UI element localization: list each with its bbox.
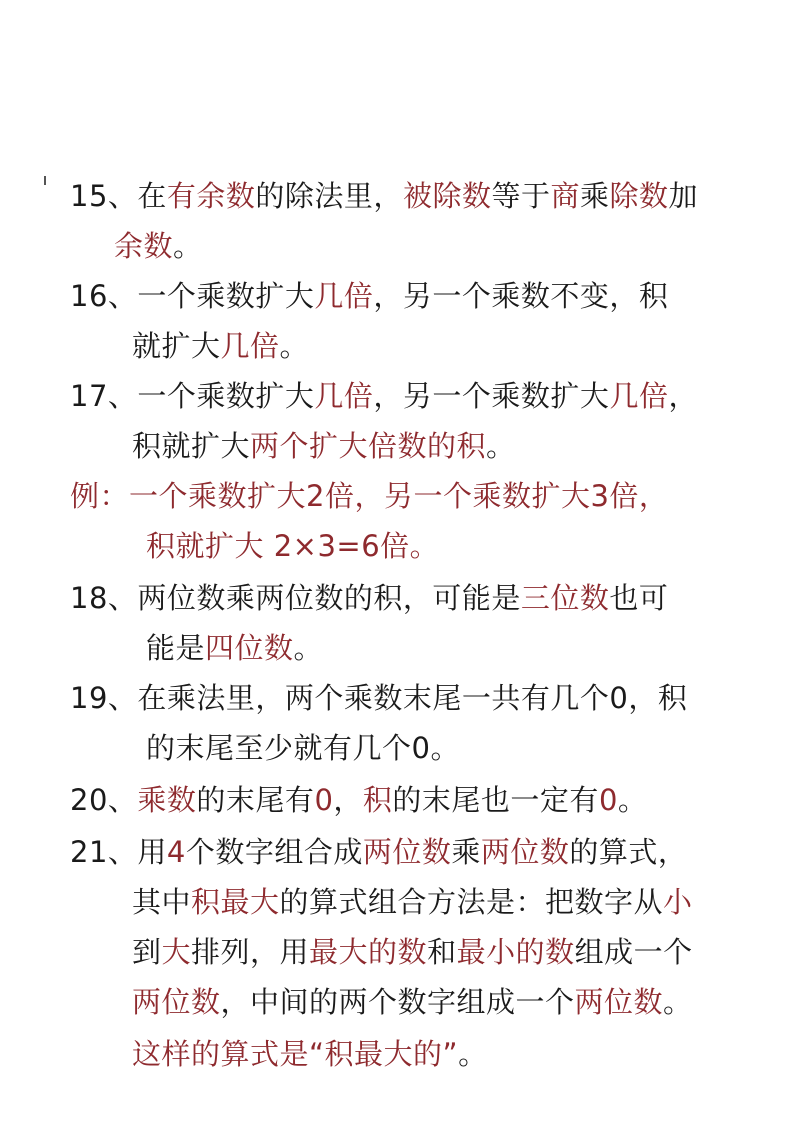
highlighted-text: 积就扩大 2×3=6倍。 xyxy=(146,529,440,563)
body-text: 也可 xyxy=(609,581,669,615)
body-text: 。 xyxy=(663,985,693,1019)
rule-2-line-1 xyxy=(70,278,668,314)
body-text: 17、一个乘数扩大 xyxy=(70,379,315,413)
rule-1-line-1 xyxy=(70,178,698,214)
body-text: 16、一个乘数扩大 xyxy=(70,279,315,313)
rule-5-line-2 xyxy=(146,630,323,666)
body-text: 的末尾有 xyxy=(196,783,315,817)
rule-8-line-5 xyxy=(132,1036,488,1072)
body-text: 的算式， xyxy=(569,835,688,869)
body-text: 积就扩大 xyxy=(132,429,251,463)
body-text: 组成一个 xyxy=(574,935,693,969)
highlighted-text: 两位数 xyxy=(574,985,664,1019)
highlighted-text: 四位数 xyxy=(205,631,294,665)
scan-mark xyxy=(44,176,46,185)
highlighted-text: 0 xyxy=(314,783,334,817)
body-text: 和 xyxy=(427,935,457,969)
rule-5-line-1 xyxy=(70,580,668,616)
rule-1-line-2 xyxy=(114,228,203,264)
rule-4-line-1 xyxy=(70,478,668,514)
highlighted-text: 积 xyxy=(362,783,393,817)
highlighted-text: 积最大 xyxy=(191,885,280,919)
body-text: 的末尾也一定有 xyxy=(392,783,599,817)
highlighted-text: 几倍 xyxy=(314,379,374,413)
rule-3-line-2 xyxy=(132,428,516,464)
highlighted-text: 大 xyxy=(161,935,192,969)
highlighted-text: 被除数 xyxy=(402,179,492,213)
highlighted-text: 两位数 xyxy=(480,835,570,869)
body-text: 。 xyxy=(458,1037,488,1071)
body-text: ，另一个乘数不变，积 xyxy=(373,279,669,313)
highlighted-text: 三位数 xyxy=(520,581,610,615)
body-text: 的除法里， xyxy=(255,179,403,213)
highlighted-text: 两位数 xyxy=(362,835,452,869)
highlighted-text: 商 xyxy=(550,179,580,213)
highlighted-text: 这样的算式是“积最大的” xyxy=(132,1037,459,1071)
highlighted-text: 两位数 xyxy=(132,985,221,1019)
body-text: 18、两位数乘两位数的积，可能是 xyxy=(70,581,521,615)
highlighted-text: 几倍 xyxy=(314,279,374,313)
highlighted-text: 几倍 xyxy=(609,379,669,413)
body-text: 21、用 xyxy=(70,835,167,869)
body-text: 乘 xyxy=(579,179,610,213)
body-text: 等于 xyxy=(491,179,551,213)
body-text: 的算式组合方法是：把数字从 xyxy=(279,885,664,919)
body-text: 就扩大 xyxy=(132,329,221,363)
body-text: 。 xyxy=(486,429,516,463)
body-text: ，另一个乘数扩大 xyxy=(373,379,610,413)
rule-6-line-1 xyxy=(70,680,687,716)
body-text: 。 xyxy=(173,229,203,263)
rule-2-line-2 xyxy=(132,328,309,364)
highlighted-text: 余数 xyxy=(114,229,174,263)
rule-7-line-1 xyxy=(70,782,647,818)
rule-6-line-2 xyxy=(146,730,460,766)
rule-8-line-4 xyxy=(132,984,693,1020)
rule-8-line-2 xyxy=(132,884,693,920)
highlighted-text: 两个扩大倍数的积 xyxy=(250,429,487,463)
body-text: 的末尾至少就有几个0。 xyxy=(146,731,460,765)
rule-8-line-3 xyxy=(132,934,693,970)
body-text: 19、在乘法里，两个乘数末尾一共有几个0，积 xyxy=(70,681,688,715)
body-text: 到 xyxy=(132,935,162,969)
rule-3-line-1 xyxy=(70,378,698,414)
highlighted-text: 有余数 xyxy=(166,179,256,213)
body-text: 排列，用 xyxy=(191,935,310,969)
rule-8-line-1 xyxy=(70,834,687,870)
highlighted-text: 4 xyxy=(166,835,186,869)
body-text: ， xyxy=(668,379,698,413)
body-text: 其中 xyxy=(132,885,192,919)
highlighted-text: 除数 xyxy=(609,179,669,213)
highlighted-text: 例：一个乘数扩大2倍，另一个乘数扩大3倍， xyxy=(70,479,669,513)
body-text: 15、在 xyxy=(70,179,167,213)
body-text: 。 xyxy=(617,783,648,817)
body-text: ， xyxy=(333,783,363,817)
body-text: 加 xyxy=(668,179,699,213)
highlighted-text: 小 xyxy=(663,885,693,919)
body-text: 。 xyxy=(279,329,310,363)
highlighted-text: 几倍 xyxy=(220,329,280,363)
body-text: 20、 xyxy=(70,783,138,817)
highlighted-text: 最小的数 xyxy=(456,935,575,969)
rule-4-line-2 xyxy=(146,528,439,564)
highlighted-text: 乘数 xyxy=(137,783,197,817)
body-text: 个数字组合成 xyxy=(185,835,363,869)
highlighted-text: 最大的数 xyxy=(309,935,428,969)
body-text: 能是 xyxy=(146,631,206,665)
body-text: ，中间的两个数字组成一个 xyxy=(220,985,575,1019)
highlighted-text: 0 xyxy=(598,783,618,817)
body-text: 。 xyxy=(293,631,324,665)
body-text: 乘 xyxy=(451,835,481,869)
